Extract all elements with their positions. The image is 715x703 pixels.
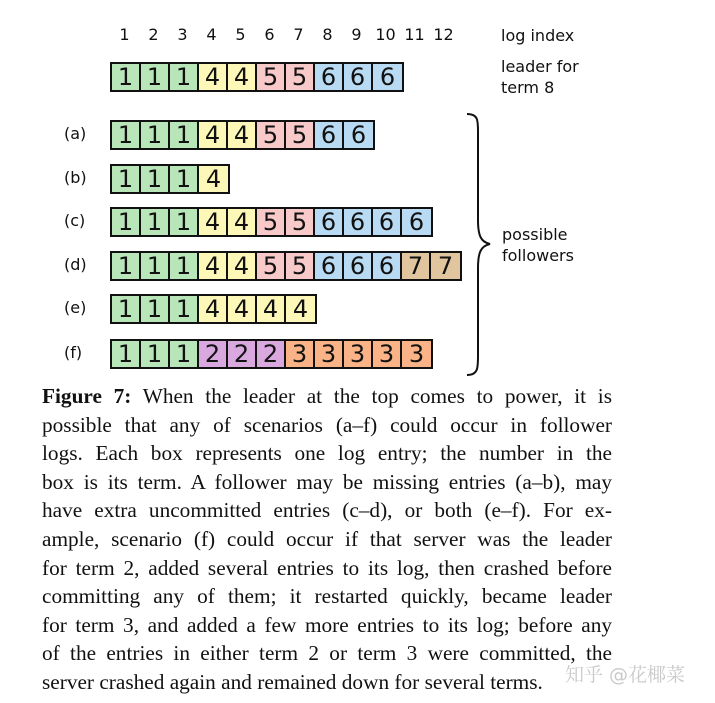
log-entry-term-1: 1 [141,341,170,367]
log-entry-term-5: 5 [257,209,286,235]
log-entry-term-1: 1 [141,296,170,322]
log-entry-term-1: 1 [112,122,141,148]
log-entry-term-6: 6 [373,64,402,90]
log-entry-term-1: 1 [112,253,141,279]
log-entry-term-5: 5 [286,253,315,279]
caption-title: Figure 7: [42,384,132,408]
log-entry-term-4: 4 [228,64,257,90]
watermark: 知乎 @花椰菜 [565,664,686,686]
caption-line: server crashed again and remained down for several terms. [42,669,543,694]
log-entry-term-1: 1 [112,209,141,235]
log-entry-term-6: 6 [315,209,344,235]
log-entry-term-5: 5 [257,253,286,279]
log-entry-term-3: 3 [286,341,315,367]
log-entry-term-4: 4 [199,166,228,192]
caption-line: box is its term. A follower may be missing entries (a–b), may [42,469,612,494]
follower-label: (c) [64,211,86,230]
caption-line: possible that any of scenarios (a–f) could occur in follower [42,412,612,437]
log-entry-term-5: 5 [286,122,315,148]
log-entry-term-7: 7 [402,253,431,279]
log-entry-term-4: 4 [199,253,228,279]
leader-label [501,56,579,98]
log-entry-term-5: 5 [257,64,286,90]
log-entry-term-2: 2 [199,341,228,367]
caption-line: for term 2, added several entries to its log, then crashed before [42,555,612,580]
log-index-number: 7 [293,25,304,44]
log-index-number: 11 [404,25,425,44]
log-index-number: 12 [433,25,454,44]
follower-label: (d) [64,255,87,274]
follower-log-row [110,207,433,237]
log-entry-term-1: 1 [170,64,199,90]
follower-label: (e) [64,298,87,317]
log-entry-term-1: 1 [170,122,199,148]
log-entry-term-4: 4 [228,122,257,148]
log-entry-term-3: 3 [402,341,431,367]
figure-caption [42,382,612,697]
log-entry-term-1: 1 [141,253,170,279]
leader-log-row [110,62,404,92]
log-index-number: 6 [264,25,275,44]
log-entry-term-2: 2 [228,341,257,367]
caption-line: for term 3, and added a few more entries to its log; before any [42,612,612,637]
log-entry-term-4: 4 [286,296,315,322]
curly-brace-icon [464,112,494,378]
log-entry-term-6: 6 [344,253,373,279]
caption-line: ample, scenario (f) could occur if that server was the leader [42,526,612,551]
log-entry-term-1: 1 [170,296,199,322]
follower-label: (f) [64,343,83,362]
log-entry-term-1: 1 [112,64,141,90]
log-entry-term-4: 4 [228,209,257,235]
log-entry-term-3: 3 [315,341,344,367]
log-entry-term-4: 4 [199,209,228,235]
log-entry-term-4: 4 [257,296,286,322]
followers-label [502,224,574,266]
caption-line: of the entries in either term 2 or term 3 were committed, the [42,641,612,666]
log-entry-term-6: 6 [315,64,344,90]
log-entry-term-3: 3 [373,341,402,367]
log-entry-term-6: 6 [344,122,373,148]
log-entry-term-1: 1 [170,253,199,279]
log-index-label: log index [501,26,575,45]
log-entry-term-3: 3 [344,341,373,367]
log-index-number: 9 [351,25,362,44]
follower-label: (a) [64,124,87,143]
caption-line: committing any of them; it restarted quickly, became leader [42,584,612,609]
log-entry-term-5: 5 [286,64,315,90]
caption-line [42,382,612,411]
log-entry-term-6: 6 [402,209,431,235]
log-entry-term-1: 1 [141,64,170,90]
followers-label-line1: possible [502,225,568,244]
leader-label-line2: term 8 [501,78,555,97]
log-entry-term-6: 6 [344,209,373,235]
log-entry-term-1: 1 [170,166,199,192]
log-index-number: 5 [235,25,246,44]
log-index-number: 10 [375,25,396,44]
follower-log-row [110,339,433,369]
log-entry-term-6: 6 [344,64,373,90]
leader-label-line1: leader for [501,57,579,76]
log-entry-term-4: 4 [199,296,228,322]
log-entry-term-1: 1 [141,166,170,192]
log-entry-term-6: 6 [373,253,402,279]
log-entry-term-1: 1 [141,122,170,148]
log-index-number: 3 [177,25,188,44]
log-entry-term-1: 1 [112,296,141,322]
log-entry-term-2: 2 [257,341,286,367]
log-entry-term-7: 7 [431,253,460,279]
log-index-number: 8 [322,25,333,44]
caption-text: When the leader at the top comes to power, it is [131,384,612,408]
log-entry-term-1: 1 [141,209,170,235]
follower-log-row [110,120,375,150]
log-entry-term-4: 4 [199,122,228,148]
log-entry-term-1: 1 [112,166,141,192]
log-index-number: 4 [206,25,217,44]
follower-label: (b) [64,168,87,187]
log-entry-term-6: 6 [315,122,344,148]
log-entry-term-1: 1 [112,341,141,367]
followers-label-line2: followers [502,246,574,265]
log-entry-term-4: 4 [228,296,257,322]
log-entry-term-4: 4 [228,253,257,279]
log-entry-term-4: 4 [199,64,228,90]
log-index-number: 1 [119,25,130,44]
log-entry-term-5: 5 [257,122,286,148]
follower-log-row [110,251,462,281]
log-entry-term-6: 6 [373,209,402,235]
log-entry-term-5: 5 [286,209,315,235]
log-index-number: 2 [148,25,159,44]
log-entry-term-6: 6 [315,253,344,279]
caption-line: have extra uncommitted entries (c–d), or both (e–f). For ex- [42,498,612,523]
log-entry-term-1: 1 [170,209,199,235]
caption-line: logs. Each box represents one log entry; the number in the [42,441,612,466]
follower-log-row [110,164,230,194]
log-entry-term-1: 1 [170,341,199,367]
follower-log-row [110,294,317,324]
